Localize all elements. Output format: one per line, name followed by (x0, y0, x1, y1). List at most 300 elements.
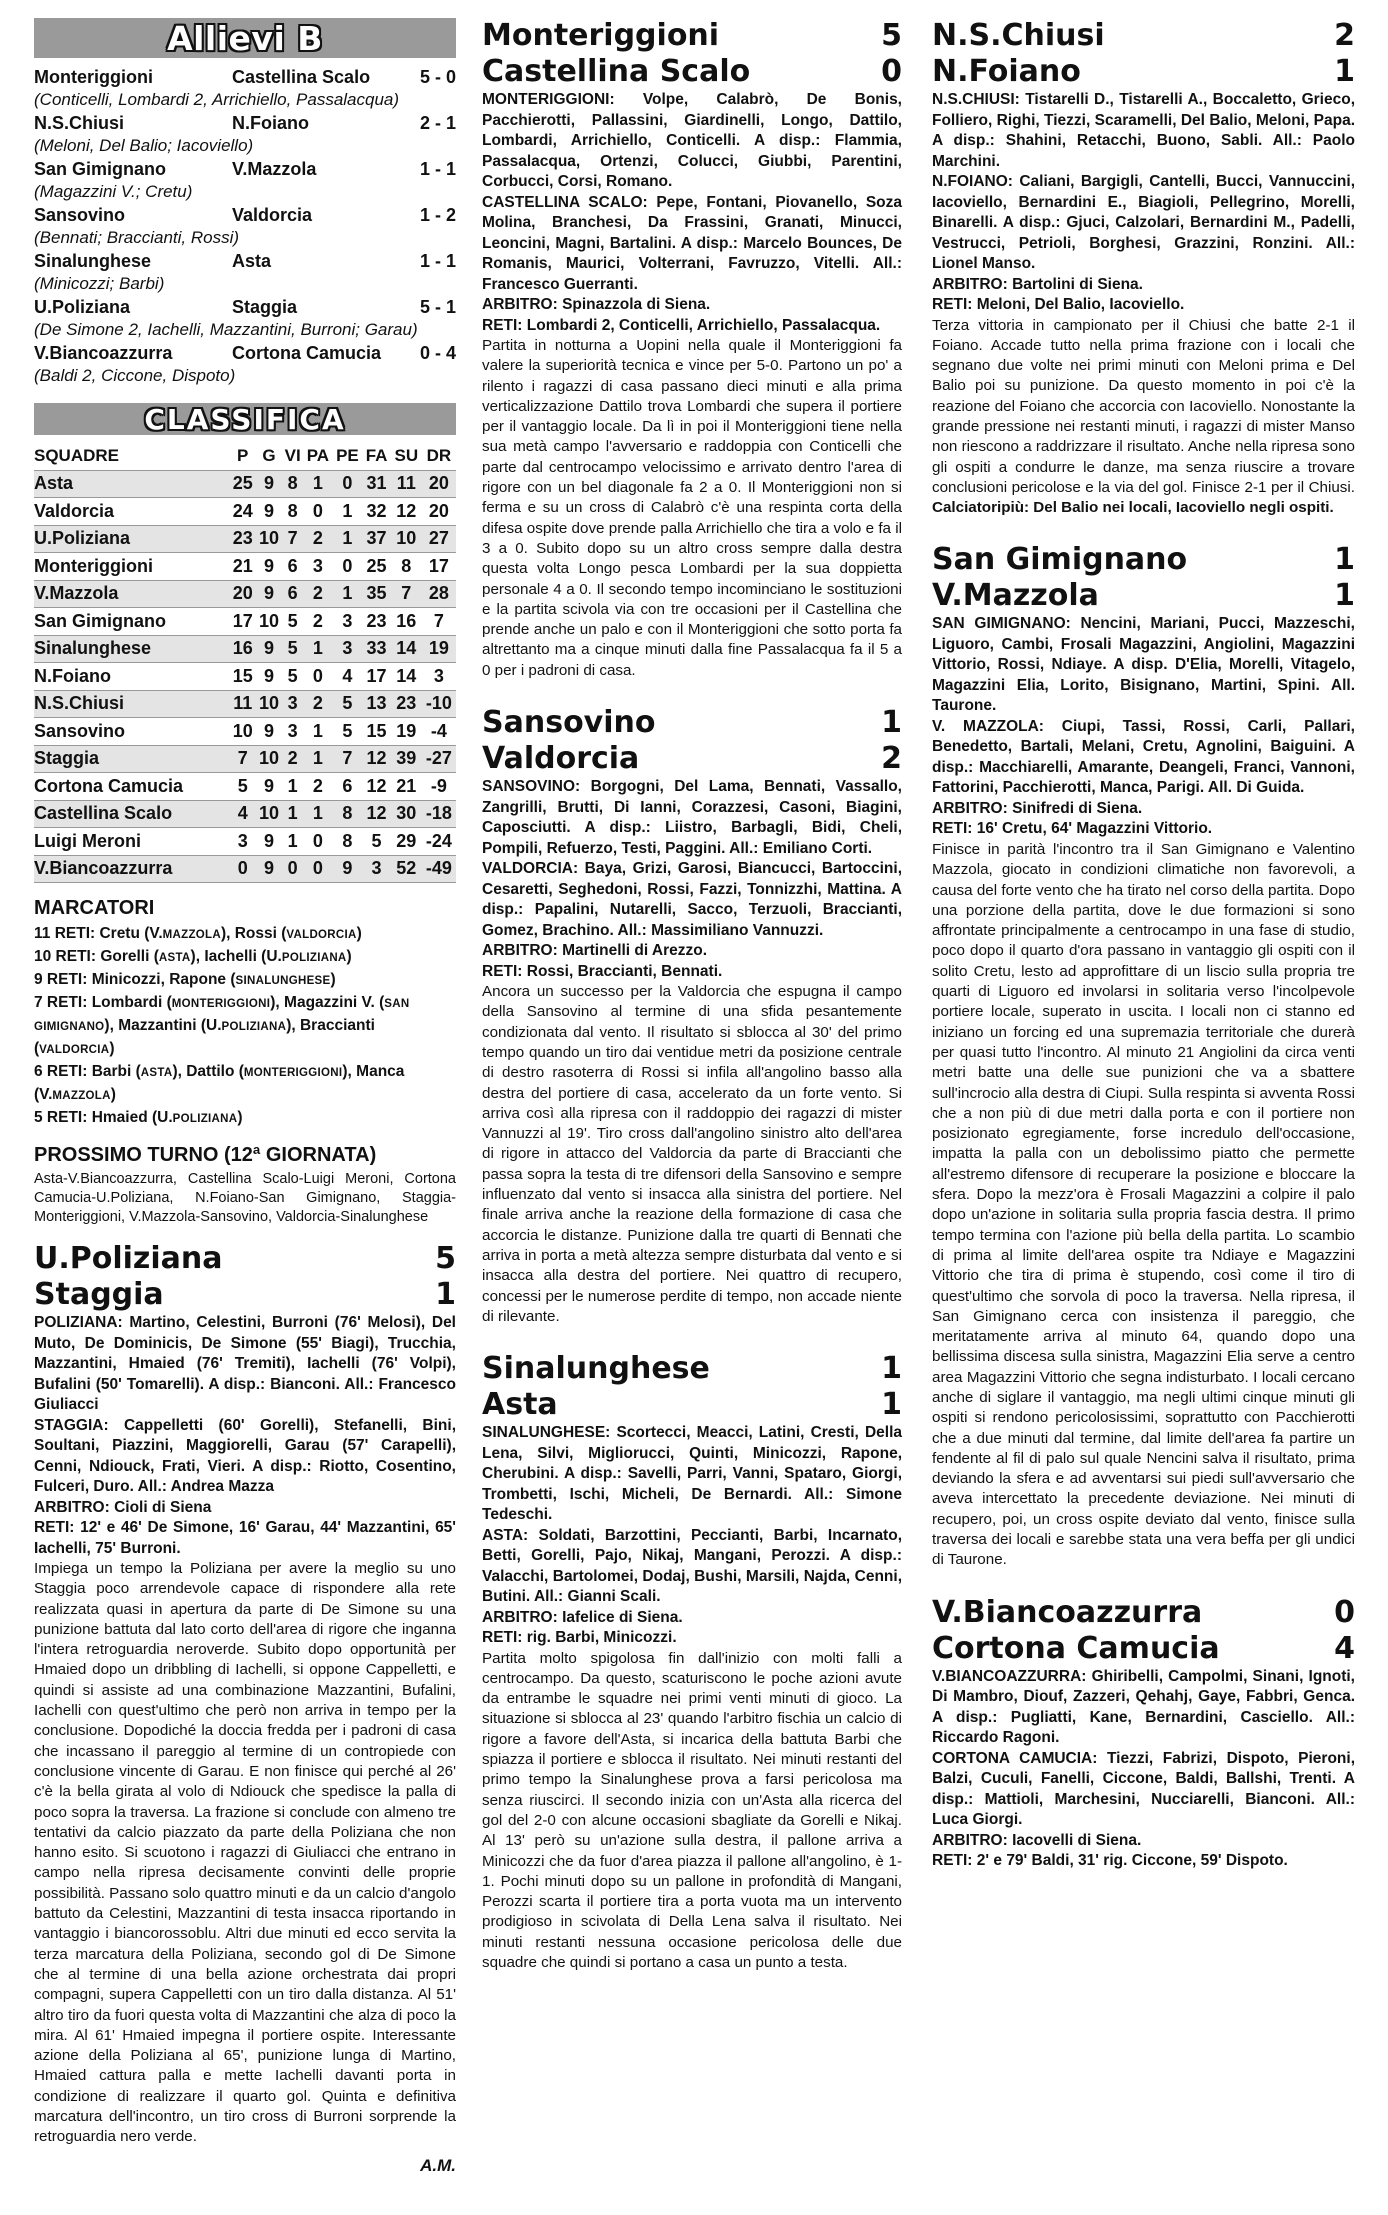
table-cell: 30 (396, 803, 417, 824)
lineup-paragraph: V. MAZZOLA: Ciupi, Tassi, Rossi, Carli, Pallari, Benedetto, Bartali, Melani, Cretu, Agnolini, Baiguini. A disp.: Macchiarelli, Amarante, Deangeli, Franci, Vannoni, Fattorini, Pacchierotti, Manca, Parigi. All. Di Guida. (932, 717, 1355, 797)
match-header-home: V.Biancoazzurra 0 (932, 1594, 1355, 1630)
result-home: Sansovino (34, 205, 126, 225)
scorer-line (34, 992, 456, 1061)
table-cell: 0 (287, 858, 298, 879)
scorer-segment: ), Rossi ( (220, 925, 287, 942)
scorer-line (34, 1107, 456, 1130)
scorer-segment: ), Magazzini V. ( (270, 994, 385, 1011)
table-cell: 5 (287, 638, 298, 659)
scorer-segment: 7 RETI: Lombardi ( (34, 994, 172, 1011)
table-cell: 19 (396, 720, 417, 741)
lineup-paragraph: RETI: 2' e 79' Baldi, 31' rig. Ciccone, 59' Dispoto. (932, 1852, 1288, 1870)
match-header-home: San Gimignano 1 (932, 542, 1355, 578)
result-scorers: (De Simone 2, Iachelli, Mazzantini, Burroni; Garau) (34, 320, 418, 339)
lineup-paragraph: ARBITRO: Bartolini di Siena. (932, 275, 1143, 293)
scorer-segment: SINALUNGHESE (235, 975, 331, 987)
table-row (34, 580, 456, 608)
table-cell: 14 (396, 665, 417, 686)
standings-header-cell: SU (394, 446, 419, 466)
table-cell: 9 (263, 720, 274, 741)
table-cell: 9 (263, 473, 274, 494)
table-cell: 1 (312, 638, 323, 659)
bomber-text: Del Balio nei locali, Iacoviello negli ospiti. (1033, 499, 1334, 517)
table-cell: 33 (366, 638, 387, 659)
match-header-away: Cortona Camucia 4 (932, 1630, 1355, 1666)
match-lineup (482, 1423, 902, 1649)
table-cell: 9 (263, 500, 274, 521)
team-name: Staggia (34, 748, 100, 769)
table-cell: 2 (312, 693, 323, 714)
table-cell: 6 (287, 583, 298, 604)
table-cell: -4 (430, 720, 447, 741)
table-cell: 17 (366, 665, 387, 686)
result-score: 1 - 1 (419, 159, 456, 179)
match-header-home: N.S.Chiusi 2 (932, 18, 1355, 53)
table-row (34, 635, 456, 663)
table-cell: 5 (371, 830, 382, 851)
lineup-paragraph: STAGGIA: Cappelletti (60' Gorelli), Stefanelli, Bini, Soultani, Piazzini, Maggiorelli, Garau (57' Carapelli), Cenni, Ndiouck, Frati, Vieri. A disp.: Riotto, Cosentino, Fulceri, Duro. All.: Andrea Mazza (34, 1416, 456, 1495)
scorer-segment: 5 RETI: Hmaied (U. (34, 1109, 173, 1126)
match-report: Partita in notturna a Uopini nella quale il Monteriggioni fa valere la superiorità tecnica e vince per 5-0. Partono un po' a rilento i ragazzi di casa passano dieci minuti e alla prima verticalizzazione Dattilo trova Lombardi che supera il portiere per il vantaggio locale. Da lì in poi il Monteriggioni tiene nella sua metà campo l'avversario e raddoppia con Conticelli che parte dal centrocampo velocissimo e arrivato dentro l'area di rigore con un bel diagonale fa 2 a 0. Il Monteriggioni non si ferma e su un cross di Calabrò c'è una respinta corta della difesa ospite dove prende palla Arrichiello che tira a volo e fa il 3 a 0. Subito dopo su un altro cross sempre dalla destra questa volta Longo pesca Lombardi per la sua doppietta personale 4 a 0. Il secondo tempo incominciano le sostituzioni e la partita scivola via con tre occasioni per il Castellina che prende anche un palo e con il Monteriggioni che sotto porta fa altrettanto ma a cinque minuti dalla fine Passalacqua fa il 5 a 0 per i padroni di casa. (482, 337, 902, 679)
lineup-paragraph: ARBITRO: Sinifredi di Siena. (932, 799, 1143, 817)
table-cell: 1 (312, 720, 323, 741)
lineup-paragraph: SAN GIMIGNANO: Nencini, Mariani, Pucci, Mazzeschi, Liguoro, Cambi, Frosali Magazzini, Angiolini, Magazzini Vittorio, Rossi, Ndiaye. A disp. D'Elia, Morelli, Vitagelo, Magazzini Elia, Lorito, Bisignano, Martini, Spini. All. Taurone. (932, 615, 1355, 715)
table-cell: 12 (366, 775, 387, 796)
result-scorers: (Minicozzi; Barbi) (34, 274, 165, 293)
table-cell: 10 (258, 528, 279, 549)
table-cell: 2 (312, 775, 323, 796)
classifica-banner (34, 403, 456, 435)
standings-header-cell: SQUADRE (34, 446, 120, 466)
match-lineup (932, 614, 1355, 840)
table-cell: 7 (342, 748, 353, 769)
match-header-away: V.Mazzola 1 (932, 578, 1355, 614)
lineup-paragraph: CASTELLINA SCALO: Pepe, Fontani, Piovanello, Soza Molina, Branchesi, Da Frassini, Granati, Minucci, Leoncini, Magni, Bartalini. A disp.: Marcelo Bounces, De Romanis, Maurici, Volterrani, Favruzzo, Vitelli. All.: Francesco Guerranti. (482, 193, 902, 293)
table-cell: 3 (342, 610, 353, 631)
lineup-paragraph: VALDORCIA: Baya, Grizi, Garosi, Biancucci, Bartoccini, Cesaretti, Seghedoni, Rossi, Fazzi, Tonnizzhi, Mattina. A disp.: Papalini, Nutarelli, Sacco, Terzuoli, Braccianti, Gomez, Brachino. All.: Massimiliano Vannuzzi. (482, 860, 902, 939)
scorer-segment: ) (356, 925, 362, 942)
table-cell: 24 (232, 500, 253, 521)
result-scorers: (Magazzini V.; Cretu) (34, 182, 193, 201)
result-row (34, 158, 456, 181)
team-name: Monteriggioni (34, 555, 153, 576)
table-cell: 0 (312, 500, 323, 521)
result-home: San Gimignano (34, 159, 167, 179)
team-name: Valdorcia (34, 500, 115, 521)
table-cell: 10 (258, 610, 279, 631)
standings-header-cell: DR (426, 446, 452, 466)
lineup-paragraph: ARBITRO: Iacovelli di Siena. (932, 1831, 1142, 1849)
lineup-paragraph: ARBITRO: Martinelli di Arezzo. (482, 942, 708, 960)
table-cell: -18 (425, 803, 452, 824)
table-cell: 2 (312, 528, 323, 549)
result-row (34, 250, 456, 273)
table-cell: 5 (342, 693, 353, 714)
standings-header-cell: FA (365, 446, 388, 466)
team-name: Luigi Meroni (34, 830, 141, 851)
table-cell: 35 (366, 583, 387, 604)
scorer-segment: 11 RETI: Cretu (V. (34, 925, 163, 942)
scorer-line (34, 923, 456, 946)
team-name: Castellina Scalo (34, 803, 173, 824)
table-cell: 3 (371, 858, 382, 879)
table-cell: 8 (342, 830, 353, 851)
table-row (34, 663, 456, 691)
match-header-away: Asta 1 (482, 1387, 902, 1423)
column-left (34, 18, 456, 2176)
result-away: V.Mazzola (232, 159, 317, 179)
table-cell: 7 (237, 748, 248, 769)
table-row (34, 828, 456, 856)
scorer-line (34, 969, 456, 992)
match-header-away: N.Foiano 1 (932, 54, 1355, 89)
table-cell: 1 (312, 473, 323, 494)
table-cell: 6 (287, 555, 298, 576)
scorer-segment: 6 RETI: Barbi ( (34, 1063, 141, 1080)
column-right (932, 18, 1355, 1872)
table-cell: 23 (232, 528, 253, 549)
table-cell: 15 (366, 720, 387, 741)
table-cell: 2 (312, 610, 323, 631)
result-scorers: (Baldi 2, Ciccone, Dispoto) (34, 366, 236, 385)
table-cell: 10 (258, 693, 279, 714)
table-cell: 39 (396, 748, 417, 769)
scorer-segment: POLIZIANA (172, 1113, 238, 1125)
table-cell: 0 (237, 858, 248, 879)
result-away: Cortona Camucia (232, 343, 382, 363)
table-cell: 3 (237, 830, 248, 851)
result-row (34, 342, 456, 365)
lineup-paragraph: ASTA: Soldati, Barzottini, Peccianti, Barbi, Incarnato, Betti, Gorelli, Pajo, Nikaj, Mangani, Perozzi. A disp.: Valacchi, Bartolomei, Dodaj, Bushi, Marsili, Najda, Cenni, Butini. All.: Gianni Scali. (482, 1526, 902, 1606)
table-cell: 9 (263, 775, 274, 796)
scorer-segment: ) (110, 1086, 116, 1103)
table-cell: 0 (342, 555, 353, 576)
table-row (34, 525, 456, 553)
lineup-paragraph: SINALUNGHESE: Scortecci, Meacci, Latini, Cresti, Della Lena, Silvi, Migliorucci, Quinti, Minicozzi, Rapone, Cherubini. A disp.: Savelli, Parri, Vanni, Spataro, Giorgi, Trombetti, Ischi, Micheli, De Bernardi. All.: Simone Tedeschi. (482, 1424, 902, 1524)
table-cell: 10 (258, 803, 279, 824)
table-cell: 8 (287, 500, 298, 521)
lineup-paragraph: ARBITRO: Spinazzola di Siena. (482, 296, 711, 313)
table-row (34, 855, 456, 883)
table-row (34, 745, 456, 773)
table-cell: 0 (312, 830, 323, 851)
table-cell: 10 (232, 720, 253, 741)
bomber-label: Calciatoripiù: (932, 499, 1030, 517)
table-cell: 1 (287, 803, 298, 824)
table-cell: 15 (232, 665, 253, 686)
table-cell: 31 (366, 473, 387, 494)
table-cell: 5 (287, 610, 298, 631)
table-cell: 23 (366, 610, 387, 631)
table-cell: 11 (396, 473, 416, 494)
result-score: 0 - 4 (419, 343, 456, 363)
table-cell: 28 (428, 583, 449, 604)
table-cell: 7 (401, 583, 412, 604)
match-lineup (932, 90, 1355, 316)
table-cell: -27 (425, 748, 452, 769)
table-cell: 9 (263, 583, 274, 604)
table-cell: 1 (312, 803, 323, 824)
table-cell: 9 (342, 858, 353, 879)
table-cell: 6 (342, 775, 353, 796)
lineup-paragraph: RETI: 16' Cretu, 64' Magazzini Vittorio. (932, 820, 1213, 838)
table-cell: 1 (287, 775, 298, 796)
match-report: Impiega un tempo la Poliziana per avere la meglio su uno Staggia poco arrendevole capace di rispondere alla rete realizzata quasi in apertura da parte di De Simone su una punizione battuta dal lato corto dell'area di rigore che inganna l'intera retroguardia neroverde. Subito dopo opportunità per Hmaied dopo un dribbling di Iachelli, si oppone Cappelletti, e quindi si assiste ad una combinazione Mazzantini, Bufalini, Iachelli con quest'ultimo che però non arriva in tempo per la conclusione. Dopodiché la doccia fredda per i padroni di casa che incassano il pareggio al termine di un contropiede con conclusione vincente di Garau. E non finisce qui perché al 26' c'è la bella girata al volo di Ndiouck che spedisce la palla di poco sopra la traversa. La frazione si conclude con almeno tre tentativi da calcio piazzato da parte della Poliziana che non hanno esito. Si scuotono i ragazzi di Giuliacci che entrano in campo nella ripresa decisamente convinti delle proprie possibilità. Passano solo quattro minuti e da un calcio d'angolo battuto da Celestini, Mazzantini di testa insacca riportando in vantaggio i biancorossoblu. Altri due minuti ed ecco servita la terza marcatura della Poliziana, secondo gol di De Simone che al termine di una bella azione orchestrata dai propri compagni, supera Cappelletti con un tiro dalla distanza. Al 51' altro tiro da fuori questa volta di Mazzantini che alza di poco la mira. Al 61' Hmaied impegna il portiere ospite. Interessante azione della Poliziana al 65', punizione lunga di Martino, Hmaied cattura palla e mette Iachelli davanti porta in condizione di realizzare il quarto gol. Quinta e definitiva marcatura dell'incontro, un tiro cross di Burroni sorprende la retroguardia nero verde. (34, 1560, 456, 2146)
lineup-paragraph: CORTONA CAMUCIA: Tiezzi, Fabrizi, Dispoto, Pieroni, Balzi, Cuculi, Fanelli, Ciccone, Baldi, Ballshi, Trenti. A disp.: Mattioli, Marchesini, Nucciarelli, Bianconi. All.: Luca Giorgi. (932, 1749, 1355, 1829)
team-name: Asta (34, 473, 74, 494)
column-middle (482, 18, 902, 1973)
match-header-away: Valdorcia 2 (482, 741, 902, 777)
table-cell: 8 (401, 555, 412, 576)
lineup-paragraph: N.S.CHIUSI: Tistarelli D., Tistarelli A., Boccaletto, Grieco, Folliero, Righi, Tiezzi, Scaramelli, Del Balio, Meloni, Papa. A disp.: Shahini, Retacchi, Buono, Sabli. All.: Paolo Marchini. (932, 91, 1355, 170)
results-list (34, 66, 456, 387)
table-cell: 8 (342, 803, 353, 824)
table-cell: 9 (263, 858, 274, 879)
standings-header-cell: P (237, 446, 249, 466)
table-cell: 25 (366, 555, 387, 576)
table-cell: 19 (428, 638, 449, 659)
table-cell: -9 (430, 775, 447, 796)
lineup-paragraph: RETI: Rossi, Braccianti, Bennati. (482, 962, 723, 980)
scorer-line (34, 1061, 456, 1107)
classifica-title: CLASSIFICA (144, 402, 346, 436)
lineup-paragraph: MONTERIGGIONI: Volpe, Calabrò, De Bonis, Pacchierotti, Pallassini, Giardinelli, Longo, Dattilo, Lombardi, Arrichiello, Conticelli. A disp.: Flammia, Passalacqua, Ortenzi, Colucci, Giubbi, Parentini, Corbucci, Corsi, Romano. (482, 91, 902, 190)
table-cell: 3 (433, 665, 444, 686)
table-cell: 11 (233, 693, 253, 714)
standings-header (34, 443, 456, 470)
scorer-segment: SAN GIMIGNANO (34, 998, 410, 1033)
table-cell: 37 (366, 528, 387, 549)
result-row (34, 66, 456, 89)
table-cell: 1 (287, 830, 298, 851)
table-row (34, 553, 456, 581)
result-scorers: (Bennati; Braccianti, Rossi) (34, 228, 240, 247)
table-cell: 2 (312, 583, 323, 604)
standings-header-cell: PA (306, 446, 330, 466)
team-name: U.Poliziana (34, 528, 131, 549)
table-cell: 5 (342, 720, 353, 741)
table-row (34, 800, 456, 828)
table-cell: 20 (232, 583, 253, 604)
match-lineup (932, 1667, 1355, 1872)
table-cell: 1 (342, 583, 353, 604)
scorer-segment: VALDORCIA (39, 1044, 110, 1056)
standings-header-cell: G (262, 446, 276, 466)
result-away: N.Foiano (232, 113, 309, 133)
table-row (34, 718, 456, 746)
scorer-segment: ), Manca (V. (34, 1063, 405, 1103)
result-scorers: (Meloni, Del Balio; Iacoviello) (34, 136, 254, 155)
table-cell: -24 (425, 830, 452, 851)
table-cell: -10 (425, 693, 452, 714)
table-row (34, 690, 456, 718)
match-header-home: Sinalunghese 1 (482, 1351, 902, 1387)
table-cell: 12 (396, 500, 417, 521)
match-header-home: U.Poliziana 5 (34, 1241, 456, 1276)
scorer-segment: ) (346, 948, 352, 965)
team-name: N.S.Chiusi (34, 693, 125, 714)
result-home: N.S.Chiusi (34, 113, 125, 133)
result-away: Staggia (232, 297, 298, 317)
team-name: V.Mazzola (34, 583, 119, 604)
table-cell: 21 (396, 775, 417, 796)
lineup-paragraph: RETI: Meloni, Del Balio, Iacoviello. (932, 296, 1185, 313)
match-lineup (34, 1313, 456, 1559)
scorer-segment: 9 RETI: Minicozzi, Rapone ( (34, 971, 236, 988)
result-score: 1 - 2 (419, 205, 456, 225)
table-cell: 3 (342, 638, 353, 659)
lineup-paragraph: SANSOVINO: Borgogni, Del Lama, Bennati, Vassallo, Zangrilli, Brutti, Di Ianni, Corazzesi, Casoni, Biagini, Caposciutti. A disp.: Liistro, Barbagli, Bidi, Cheli, Pompili, Refuerzo, Testi, Paggini. All.: Emiliano Corti. (482, 778, 902, 857)
scorer-segment: ASTA (158, 952, 191, 964)
result-score: 2 - 1 (419, 113, 456, 133)
table-cell: 23 (396, 693, 417, 714)
table-cell: 52 (396, 858, 417, 879)
table-cell: 12 (366, 748, 387, 769)
scorer-segment: MONTERIGGIONI (171, 998, 271, 1010)
table-cell: 1 (342, 528, 353, 549)
team-name: San Gimignano (34, 610, 167, 631)
prossimo-text: Asta-V.Biancoazzurra, Castellina Scalo-Luigi Meroni, Cortona Camucia-U.Poliziana, N.Foiano-San Gimignano, Staggia-Monteriggioni, V.Mazzola-Sansovino, Valdorcia-Sinalunghese (34, 1171, 456, 1225)
result-row (34, 296, 456, 319)
table-cell: 1 (342, 500, 353, 521)
result-score: 1 - 1 (419, 251, 456, 271)
table-cell: 3 (287, 693, 298, 714)
standings-header-cell: VI (284, 446, 301, 466)
scorer-segment: ) (330, 971, 336, 988)
table-cell: 0 (342, 473, 353, 494)
match-header-away: Staggia 1 (34, 1277, 456, 1312)
result-score: 5 - 0 (419, 67, 456, 87)
scorer-segment: POLIZIANA (281, 952, 347, 964)
table-cell: 0 (312, 858, 323, 879)
lineup-paragraph: ARBITRO: Iafelice di Siena. (482, 1608, 683, 1626)
result-scorers: (Conticelli, Lombardi 2, Arrichiello, Passalacqua) (34, 90, 400, 109)
signature: A.M. (420, 2155, 456, 2175)
table-cell: 9 (263, 555, 274, 576)
match-report: Ancora un successo per la Valdorcia che espugna il campo della Sansovino al termine di una sfida pesantemente condizionata dal vento. Il risultato si sblocca al 30' del primo tempo quando un tiro dai ventidue metri da posizione centrale di destro rasoterra di Rossi si infila all'angolino basso alla destra del portiere di casa, accelerato da un forte vento. Si arriva così alla ripresa con il raddoppio dei ragazzi di mister Vannuzzi al 19'. Tiro cross dall'angolino sinistro alto dell'area di rigore in attacco del Valdorcia da parte di Braccianti che passa sopra la testa di tre difensori della Sansovino e sempre influenzato dal vento si insacca alla sinistra del portiere. Nel finale arriva anche la reazione della formazione di casa che accorcia le distanze. Punizione dalla tre quarti di Bennati che arriva in porta a metà altezza sempre disturbata dal vento e si insacca alla destra del portiere. Nei quattro di recupero, concessi per le numerose perdite di tempo, non accade niente di rilevante. (482, 983, 902, 1325)
table-cell: 17 (232, 610, 253, 631)
team-name: Sansovino (34, 720, 126, 741)
table-cell: 3 (287, 720, 298, 741)
match-report: Partita molto spigolosa fin dall'inizio con molti falli a centrocampo. Da questo, scaturiscono le poche azioni avute da entrambe le squadre nei primi venti minuti di gioco. La situazione si sblocca al 23' quando l'arbitro fischia un calcio di rigore a favore dell'Asta, si incarica della battuta Barbi che spiazza il portiere e sblocca il risultato. Nei minuti restanti del primo tempo la Sinalunghese prova a farsi pericolosa ma senza riuscirci. Il secondo inizia con un'Asta alla ricerca del gol del 2-0 con alcune occasioni sbagliate da Gorelli e Nikaj. Al 13' però su un'azione sulla destra, il pallone arriva a Minicozzi che da fuor d'area piazza il pallone all'angolino, è 1-1. Pochi minuti dopo su un pallone in profondità di Mangani, Perozzi scarta il portiere tira a porta vuota ma un intervento prodigioso in scivolata di Della Lena salva il risultato. Nei minuti restanti nessuna occasione pericolosa delle due squadre che quindi si portano a casa un punto a testa. (482, 1649, 902, 1972)
match-lineup (482, 777, 902, 982)
marcatori-list (34, 923, 456, 1130)
table-row (34, 608, 456, 636)
scorer-segment: ), Dattilo ( (172, 1063, 244, 1080)
match-header-home: Monteriggioni 5 (482, 18, 902, 53)
table-cell: 32 (366, 500, 387, 521)
scorer-segment: ASTA (140, 1067, 173, 1079)
scorer-segment: ), Braccianti ( (34, 1017, 375, 1057)
result-away: Castellina Scalo (232, 67, 371, 87)
scorer-segment: ) (109, 1040, 115, 1057)
table-cell: 10 (258, 748, 279, 769)
team-name: Sinalunghese (34, 638, 152, 659)
prossimo-title: PROSSIMO TURNO (12ª GIORNATA) (34, 1144, 377, 1166)
scorer-segment: VALDORCIA (286, 929, 357, 941)
table-row (34, 498, 456, 526)
scorer-segment: MAZZOLA (162, 929, 221, 941)
table-cell: 2 (287, 748, 298, 769)
lineup-paragraph: V.BIANCOAZZURRA: Ghiribelli, Campolmi, Sinani, Ignoti, Di Mambro, Diouf, Zazzeri, Qehahj, Gaye, Fabbri, Genca. A disp.: Pugliatti, Kane, Bernardini, Casciello. All.: Riccardo Ragoni. (932, 1667, 1355, 1747)
result-home: Monteriggioni (34, 67, 153, 87)
table-cell: 0 (312, 665, 323, 686)
lineup-paragraph: RETI: 12' e 46' De Simone, 16' Garau, 44' Mazzantini, 65' Iachelli, 75' Burroni. (34, 1519, 456, 1557)
scorer-segment: MONTERIGGIONI (243, 1067, 343, 1079)
table-cell: 20 (428, 500, 449, 521)
result-away: Asta (232, 251, 272, 271)
lineup-paragraph: N.FOIANO: Caliani, Bargigli, Cantelli, Bucci, Vannuccini, Iacoviello, Bernardini E., Biagioli, Pellegrino, Morelli, Binarelli. A disp.: Gjuci, Calzolari, Bernardini M., Padelli, Vestrucci, Petrioli, Borghesi, Grazzini, Ronzini. All.: Lionel Manso. (932, 173, 1355, 272)
table-cell: 7 (433, 610, 444, 631)
scorer-segment: POLIZIANA (221, 1021, 287, 1033)
scorer-segment: ) (237, 1109, 243, 1126)
table-cell: -49 (425, 858, 452, 879)
table-cell: 29 (396, 830, 417, 851)
scorer-segment: ), Iachelli (U. (190, 948, 282, 965)
table-row (34, 773, 456, 801)
match-report: Finisce in parità l'incontro tra il San Gimignano e Valentino Mazzola, giocato in condizioni climatiche non favorevoli, a causa del forte vento che ha tirato nel corso della partita. Dopo una porzione della partita, dove le due formazioni si sono affrontate principalmente a centrocampo in una fase di studio, poco dopo il quarto d'ora passano in vantaggio gli ospiti con il solito Cretu, lesto ad approfittare di un liscio sulla propria tre quarti di Liguoro ed involarsi in solitaria verso l'incolpevole portiere locale, superato in uscita. I locali non ci stanno ed iniziano un forcing ed una supremazia territoriale che durerà per quasi tutto l'incontro. Al minuto 21 Angiolini da circa venti metri batte una delle sue punizioni che va a sbattere sull'incrocio alla destra di Ciupi. Sulla respinta si avventa Rossi che a non più di due metri dalla porta e con il portiere non posizionato egregiamente, forse incredulo dell'occasione, impatta la palla con un debolissimo piatto che permette all'estremo difensore di recuperare la posizione e bloccare la sfera. Dopo la mezz'ora è Frosali Magazzini a colpire il palo dopo un'azione in solitaria sulla propria fascia destra. Il primo tempo termina con l'azione più bella della partita. Lo scambio di prima al limite dell'area ospite tra Ndiaye e Magazzini Vittorio che tira di prima è stupendo, così come il tiro di quest'ultimo che sorvola di poco la traversa. Nella ripresa, il San Gimignano cerca con insistenza il pareggio, che meritatamente arriva al minuto 64, quando dopo una bellissima discesa sulla sinistra, Magazzini Elia serve a centro area Magazzini Vittorio che segna indisturbato. I locali cercano anche di siglare il vantaggio, ma negli ultimi cinque minuti gli ospiti si rendono pericolosissimi, soprattutto con Pacchierotti che a due minuti dal termine, dal limite dell'area fa partire un fendente al fil di palo sul quale Nencini salva il risultato, prima deviando la sfera e ad avventarsi sui piedi sull'avversario che aveva intercettato la precedente deviazione. Nei minuti di recupero, poi, un cross ospite deviato dal vento, finisce sulla traversa dei locali e sarebbe stata una vera beffa per gli undici di Taurone. (932, 840, 1355, 1569)
lineup-paragraph: ARBITRO: Cioli di Siena (34, 1498, 212, 1516)
table-cell: 25 (232, 473, 253, 494)
table-cell: 27 (428, 528, 449, 549)
table-cell: 5 (287, 665, 298, 686)
scorer-segment: MAZZOLA (52, 1090, 111, 1102)
table-cell: 13 (366, 693, 387, 714)
section-title: Allievi B (167, 18, 323, 58)
table-cell: 9 (263, 638, 274, 659)
table-cell: 4 (342, 665, 353, 686)
result-home: Sinalunghese (34, 251, 152, 271)
match-report: Terza vittoria in campionato per il Chiusi che batte 2-1 il Foiano. Accade tutto nella prima frazione con i locali che segnano due volte nei primi minuti con Meloni prima e Del Balio poi su punizione. Da questo momento in poi c'è la reazione del Foiano che accorcia con Iacoviello. Nonostante la grande pressione nei restanti minuti, i ragazzi di mister Manso non riescono a raddrizzare il risultato. Anche nella ripresa sono gli ospiti a condurre le danze, ma senza riuscire a trovare conclusioni pericolose e la via del gol. Finisce 2-1 per il Chiusi. Calciatoripiù: Del Balio nei locali, Iacoviello negli ospiti. (932, 316, 1355, 517)
standings-table (34, 443, 456, 883)
table-cell: 17 (428, 555, 449, 576)
table-cell: 4 (237, 803, 248, 824)
marcatori-title: MARCATORI (34, 897, 155, 919)
section-banner (34, 18, 456, 58)
table-cell: 8 (287, 473, 298, 494)
match-header-home: Sansovino 1 (482, 705, 902, 741)
table-cell: 1 (312, 748, 323, 769)
standings-header-cell: PE (336, 446, 359, 466)
match-lineup (482, 90, 902, 336)
result-row (34, 112, 456, 135)
scorer-line (34, 946, 456, 969)
table-cell: 12 (366, 803, 387, 824)
team-name: N.Foiano (34, 665, 111, 686)
match-header-away: Castellina Scalo 0 (482, 54, 902, 89)
table-cell: 9 (263, 665, 274, 686)
result-row (34, 204, 456, 227)
lineup-paragraph: RETI: Lombardi 2, Conticelli, Arrichiello, Passalacqua. (482, 316, 881, 334)
table-cell: 7 (287, 528, 298, 549)
table-cell: 10 (396, 528, 417, 549)
scorer-segment: 10 RETI: Gorelli ( (34, 948, 159, 965)
result-score: 5 - 1 (419, 297, 456, 317)
team-name: Cortona Camucia (34, 775, 184, 796)
scorer-segment: ), Mazzantini (U. (104, 1017, 222, 1034)
table-cell: 20 (428, 473, 449, 494)
table-cell: 16 (232, 638, 253, 659)
table-cell: 21 (232, 555, 253, 576)
table-cell: 14 (396, 638, 417, 659)
result-away: Valdorcia (232, 205, 313, 225)
lineup-paragraph: POLIZIANA: Martino, Celestini, Burroni (76' Melosi), Del Muto, De Dominicis, De Simone (55' Biagi), Trucchia, Mazzantini, Hmaied (76' Tremiti), Iachelli (76' Volpi), Bufalini (50' Tomarelli). A disp.: Bianconi. All.: Francesco Giuliacci (34, 1314, 456, 1413)
table-cell: 16 (396, 610, 417, 631)
table-row (34, 470, 456, 498)
result-home: U.Poliziana (34, 297, 131, 317)
table-cell: 9 (263, 830, 274, 851)
lineup-paragraph: RETI: rig. Barbi, Minicozzi. (482, 1629, 677, 1647)
